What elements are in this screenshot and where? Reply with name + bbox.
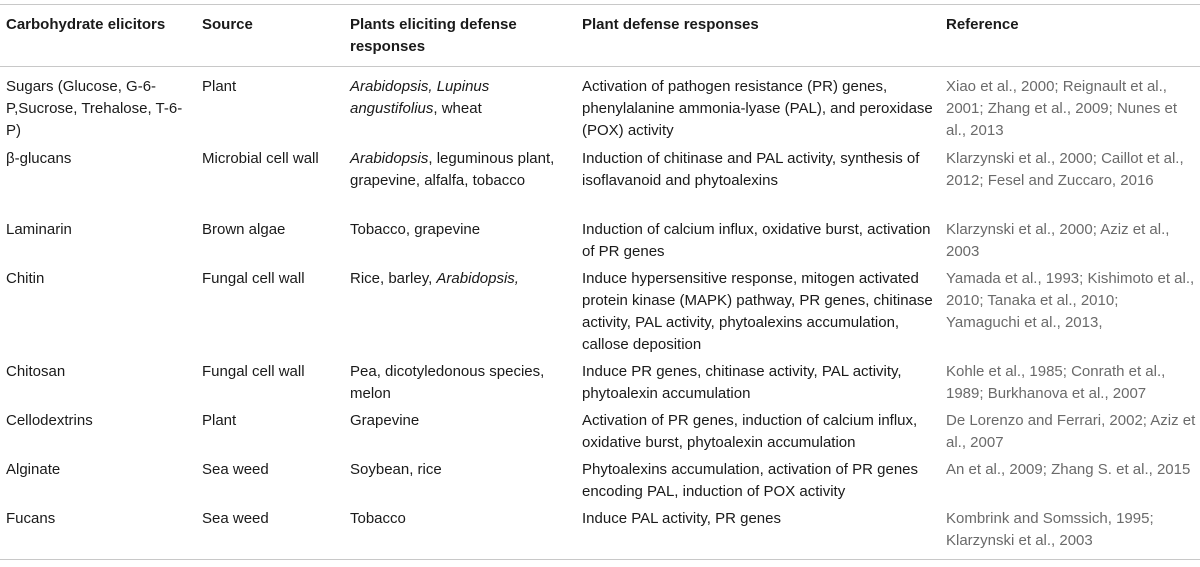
cell-source: Sea weed bbox=[202, 461, 269, 478]
cell-elicitor: Chitosan bbox=[6, 363, 66, 380]
cell-source: Microbial cell wall bbox=[202, 150, 319, 167]
cell-plants bbox=[350, 76, 575, 120]
header-source: Source bbox=[202, 16, 253, 33]
cell-plants-italic: Arabidopsis, bbox=[436, 270, 519, 287]
cell-reference: Klarzynski et al., 2000; Aziz et al., 2003 bbox=[946, 221, 1170, 260]
cell-reference: Yamada et al., 1993; Kishimoto et al., 2010; Tanaka et al., 2010; Yamaguchi et al., 2013, bbox=[946, 270, 1195, 331]
cell-plants-italic: Arabidopsis bbox=[350, 150, 429, 167]
cell-plants-italic: Arabidopsis, Lupinus angustifolius bbox=[350, 78, 490, 117]
header-rule bbox=[0, 66, 1200, 67]
cell-source: Fungal cell wall bbox=[202, 270, 305, 287]
cell-reference: De Lorenzo and Ferrari, 2002; Aziz et al., 2007 bbox=[946, 412, 1196, 451]
cell-plants-rest: , leguminous plant, grapevine, alfalfa, tobacco bbox=[350, 150, 555, 189]
cell-elicitor: β-glucans bbox=[6, 150, 72, 167]
cell-responses: Induction of chitinase and PAL activity, synthesis of isoflavanoid and phytoalexins bbox=[582, 150, 920, 189]
cell-reference: An et al., 2009; Zhang S. et al., 2015 bbox=[946, 461, 1191, 478]
cell-plants-plain: Rice, barley, bbox=[350, 270, 437, 287]
cell-elicitor: Chitin bbox=[6, 270, 45, 287]
cell-plants: Grapevine bbox=[350, 412, 420, 429]
cell-reference: Kohle et al., 1985; Conrath et al., 1989; Burkhanova et al., 2007 bbox=[946, 363, 1166, 402]
cell-plants: Tobacco, grapevine bbox=[350, 221, 481, 238]
header-responses: Plant defense responses bbox=[582, 16, 759, 33]
cell-plants: Pea, dicotyledonous species, melon bbox=[350, 363, 545, 402]
bottom-rule bbox=[0, 559, 1200, 560]
header-reference: Reference bbox=[946, 16, 1019, 33]
top-rule bbox=[0, 4, 1200, 5]
cell-plants: Soybean, rice bbox=[350, 461, 442, 478]
header-elicitors: Carbohydrate elicitors bbox=[6, 16, 166, 33]
cell-reference: Klarzynski et al., 2000; Caillot et al., 2012; Fesel and Zuccaro, 2016 bbox=[946, 150, 1184, 189]
cell-source: Plant bbox=[202, 78, 237, 95]
cell-reference: Kombrink and Somssich, 1995; Klarzynski et al., 2003 bbox=[946, 510, 1154, 549]
cell-elicitor: Fucans bbox=[6, 510, 56, 527]
cell-responses: Activation of pathogen resistance (PR) genes, phenylalanine ammonia-lyase (PAL), and peroxidase (POX) activity bbox=[582, 78, 933, 139]
cell-plants-rest: , wheat bbox=[433, 100, 482, 117]
cell-elicitor: Laminarin bbox=[6, 221, 72, 238]
cell-plants: Tobacco bbox=[350, 510, 406, 527]
cell-reference: Xiao et al., 2000; Reignault et al., 2001; Zhang et al., 2009; Nunes et al., 2013 bbox=[946, 78, 1177, 139]
cell-responses: Induce hypersensitive response, mitogen activated protein kinase (MAPK) pathway, PR genes, chitinase activity, PAL activity, phytoalexins accumulation, callose deposition bbox=[582, 270, 933, 353]
cell-source: Fungal cell wall bbox=[202, 363, 305, 380]
cell-elicitor: Sugars (Glucose, G-6-P,Sucrose, Trehalose, T-6-P) bbox=[6, 78, 183, 139]
cell-responses: Activation of PR genes, induction of calcium influx, oxidative burst, phytoalexin accumulation bbox=[582, 412, 918, 451]
cell-plants bbox=[350, 268, 575, 290]
cell-elicitor: Cellodextrins bbox=[6, 412, 93, 429]
cell-responses: Induce PAL activity, PR genes bbox=[582, 510, 781, 527]
cell-elicitor: Alginate bbox=[6, 461, 61, 478]
cell-responses: Induction of calcium influx, oxidative burst, activation of PR genes bbox=[582, 221, 931, 260]
header-plants: Plants eliciting defense responses bbox=[350, 16, 517, 55]
cell-plants bbox=[350, 148, 575, 192]
cell-responses: Induce PR genes, chitinase activity, PAL activity, phytoalexin accumulation bbox=[582, 363, 902, 402]
cell-source: Plant bbox=[202, 412, 237, 429]
cell-responses: Phytoalexins accumulation, activation of PR genes encoding PAL, induction of POX activity bbox=[582, 461, 919, 500]
cell-source: Brown algae bbox=[202, 221, 286, 238]
cell-source: Sea weed bbox=[202, 510, 269, 527]
